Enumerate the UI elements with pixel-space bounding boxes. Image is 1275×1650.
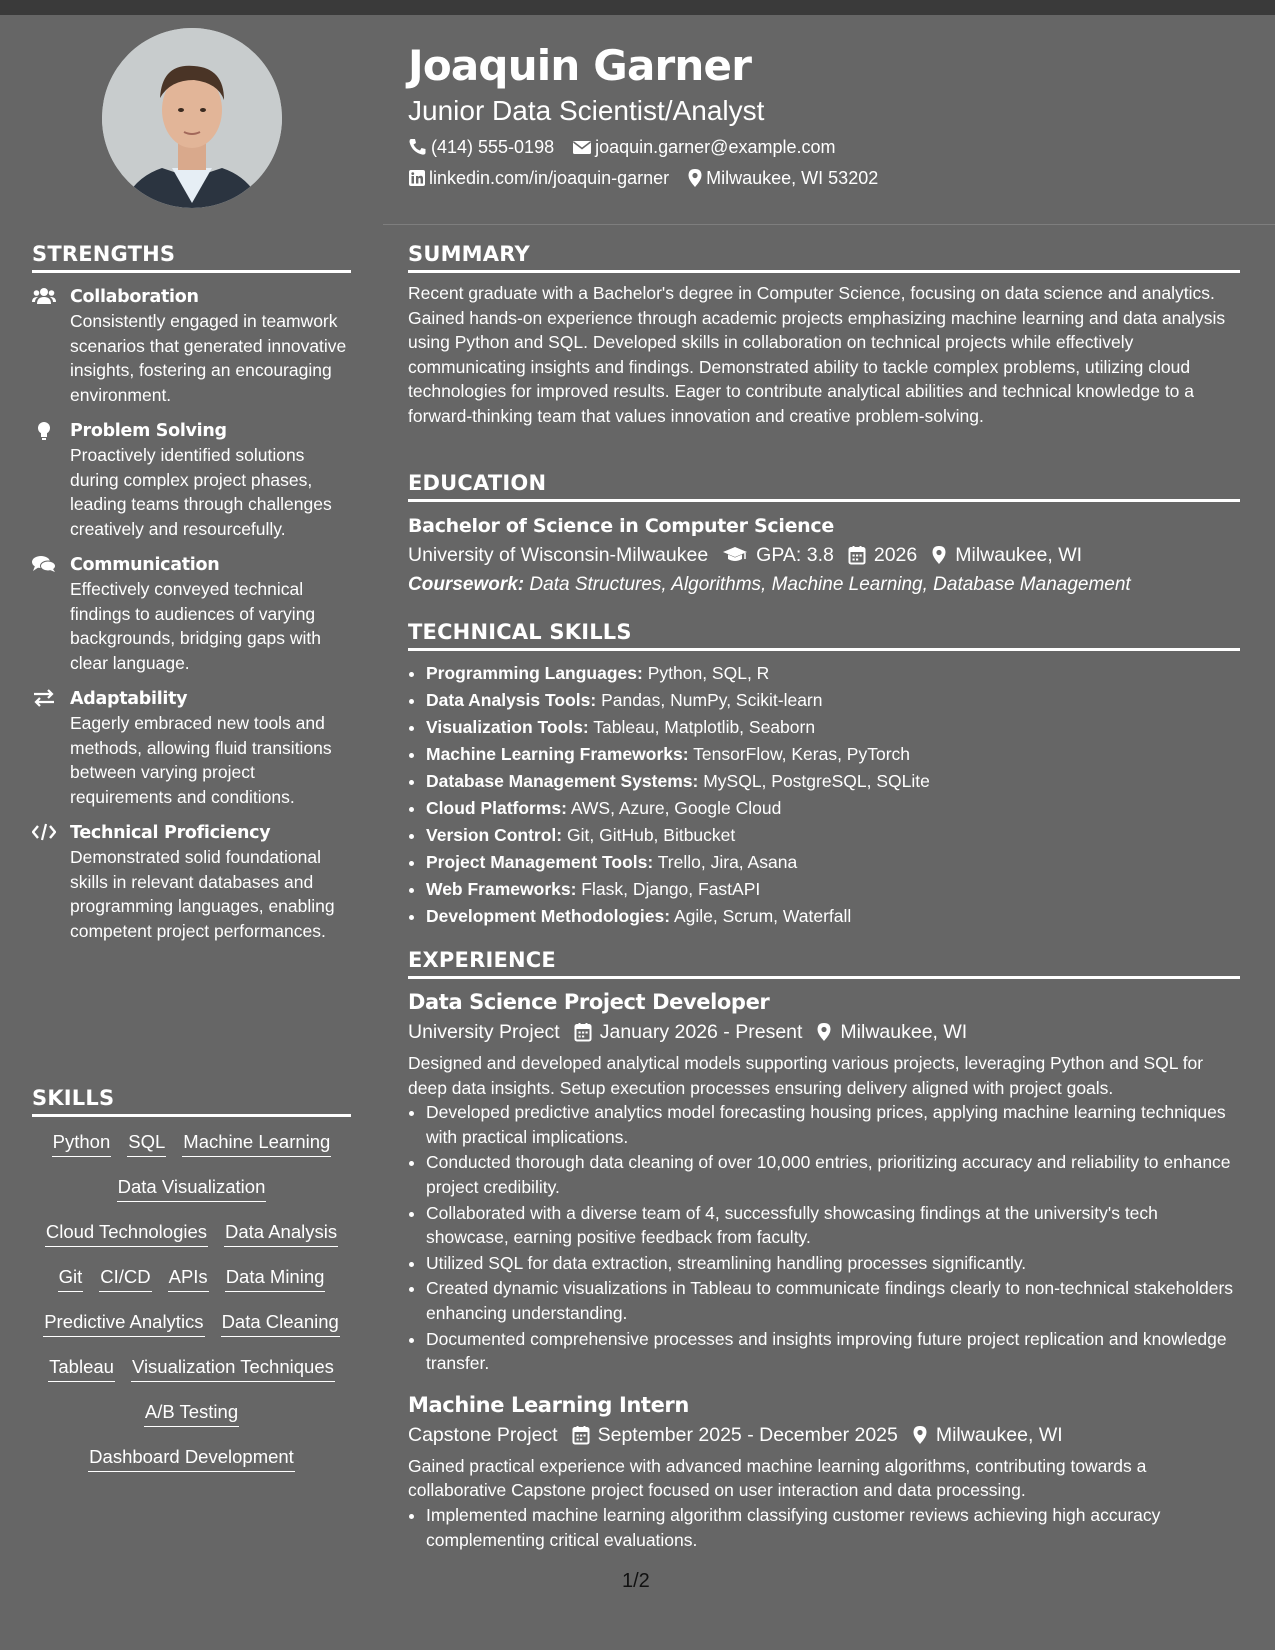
profile-photo (102, 28, 282, 208)
technical-skill-item (426, 903, 1240, 930)
job-location: Milwaukee, WI (816, 1017, 967, 1047)
technical-skill-value: AWS, Azure, Google Cloud (570, 798, 782, 818)
technical-skill-label: Data Analysis Tools: (426, 690, 597, 710)
strength-name: Adaptability (70, 689, 188, 709)
job-entry (408, 987, 1240, 1376)
coursework: Coursework: Data Structures, Algorithms, Machine Learning, Database Management (408, 574, 1131, 595)
technical-skills-title: TECHNICAL SKILLS (408, 620, 1240, 651)
skill-tag: A/B Testing (144, 1399, 239, 1427)
job-entry (408, 1390, 1240, 1552)
linkedin-text: linkedin.com/in/joaquin-garner (429, 168, 670, 188)
skill-row (32, 1354, 351, 1399)
top-bar (0, 0, 1275, 15)
header-divider (383, 224, 1275, 225)
skill-row (32, 1264, 351, 1309)
technical-skill-label: Cloud Platforms: (426, 798, 567, 818)
strengths-section (32, 242, 351, 943)
location-text: Milwaukee, WI 53202 (706, 168, 879, 188)
experience-list (408, 987, 1240, 1552)
job-description: Gained practical experience with advanced machine learning algorithms, contributing towards a collaborative Capstone project focused on user interaction and data processing. (408, 1455, 1147, 1501)
skill-tag: Predictive Analytics (43, 1309, 204, 1337)
skill-row (32, 1174, 351, 1219)
phone-contact (408, 135, 554, 159)
technical-skill-item (426, 741, 1240, 768)
lightbulb-icon (32, 419, 70, 541)
degree-title: Bachelor of Science in Computer Science (408, 515, 834, 537)
map-pin-icon (931, 545, 947, 565)
job-location: Milwaukee, WI (912, 1420, 1063, 1450)
job-bullet: • Developed predictive analytics model forecasting housing prices, applying machine learning techniques with practical implications. (426, 1100, 1240, 1149)
technical-skill-label: Project Management Tools: (426, 852, 654, 872)
graduation-cap-icon (722, 546, 748, 564)
exchange-icon (32, 687, 70, 809)
job-bullet: • Created dynamic visualizations in Tableau to communicate findings clearly to non-technical stakeholders enhancing understanding. (426, 1276, 1240, 1325)
skill-tag: Data Visualization (117, 1174, 267, 1202)
map-pin-icon (816, 1022, 832, 1042)
email-contact[interactable] (572, 135, 835, 159)
job-bullet: • Documented comprehensive processes and insights improving future project replication and knowledge transfer. (426, 1327, 1240, 1376)
envelope-icon (572, 139, 592, 155)
skill-tag: Dashboard Development (88, 1444, 295, 1472)
calendar-icon (848, 545, 866, 565)
technical-skill-value: Pandas, NumPy, Scikit-learn (601, 690, 823, 710)
strength-desc: Effectively conveyed technical findings to audiences of varying backgrounds, bridging gaps with clear language. (70, 579, 321, 673)
technical-skills-section (408, 620, 1240, 930)
phone-icon (408, 138, 428, 156)
summary-title: SUMMARY (408, 242, 1240, 273)
technical-skill-label: Database Management Systems: (426, 771, 699, 791)
job-dates: January 2026 - Present (574, 1017, 803, 1047)
skill-tag: Visualization Techniques (131, 1354, 335, 1382)
summary-section (408, 242, 1240, 429)
technical-skill-value: Python, SQL, R (647, 663, 770, 683)
experience-title: EXPERIENCE (408, 948, 1240, 979)
summary-text: Recent graduate with a Bachelor's degree in Computer Science, focusing on data science and analytics. Gained hands-on experience through academic projects emphasizing machine learning and data analysis using Python and SQL. Developed skills in collaboration on technical projects while effectively communicating insights and findings. Demonstrated ability to tackle complex problems, utilizing cloud technologies for improved results. Eager to contribute analytical abilities and technical knowledge to a forward-thinking team that values innovation and creative problem-solving. (408, 283, 1226, 426)
skill-tag: Data Mining (225, 1264, 326, 1292)
technical-skill-value: Agile, Scrum, Waterfall (673, 906, 852, 926)
technical-skill-label: Machine Learning Frameworks: (426, 744, 689, 764)
skill-tag: Tableau (48, 1354, 115, 1382)
candidate-role: Junior Data Scientist/Analyst (408, 95, 765, 126)
graduation-year: 2026 (848, 540, 917, 570)
education-section (408, 471, 1240, 600)
strength-name: Collaboration (70, 287, 199, 307)
skill-row (32, 1219, 351, 1264)
skills-section (32, 1086, 351, 1489)
school-location: Milwaukee, WI (931, 540, 1082, 570)
job-bullet: • Implemented machine learning algorithm classifying customer reviews achieving high accuracy complementing critical evaluations. (426, 1503, 1240, 1552)
job-description: Designed and developed analytical models supporting various projects, leveraging Python and SQL for deep data insights. Setup execution processes ensuring delivery aligned with project goals. (408, 1053, 1204, 1098)
comments-icon (32, 553, 70, 675)
technical-skill-label: Visualization Tools: (426, 717, 589, 737)
technical-skill-item (426, 876, 1240, 903)
experience-section (408, 948, 1240, 1553)
skill-tag: Machine Learning (182, 1129, 331, 1157)
job-bullet: • Utilized SQL for data extraction, streamlining handling processes significantly. (426, 1251, 1240, 1276)
technical-skill-item (426, 687, 1240, 714)
education-title: EDUCATION (408, 471, 1240, 502)
technical-skill-label: Programming Languages: (426, 663, 643, 683)
map-pin-icon (687, 168, 703, 188)
skill-row (32, 1399, 351, 1444)
skill-row (32, 1309, 351, 1354)
calendar-icon (572, 1425, 590, 1445)
strength-desc: Eagerly embraced new tools and methods, allowing fluid transitions between varying project requirements and conditions. (70, 713, 332, 807)
email-text: joaquin.garner@example.com (595, 137, 836, 157)
users-icon (32, 285, 70, 407)
technical-skill-value: Git, GitHub, Bitbucket (567, 825, 736, 845)
strength-item (32, 687, 351, 809)
skill-tag: Data Cleaning (221, 1309, 340, 1337)
technical-skill-value: Trello, Jira, Asana (657, 852, 798, 872)
technical-skill-item (426, 660, 1240, 687)
strength-desc: Proactively identified solutions during complex project phases, leading teams through challenges creatively and resourcefully. (70, 445, 332, 539)
skill-row (32, 1129, 351, 1174)
skill-row (32, 1444, 351, 1489)
strength-name: Communication (70, 555, 220, 575)
job-bullet: • Collaborated with a diverse team of 4, successfully showcasing findings at the university's tech showcase, earning positive feedback from faculty. (426, 1201, 1240, 1250)
skill-tag: SQL (127, 1129, 166, 1157)
job-org: University Project (408, 1021, 560, 1043)
skill-tag: Cloud Technologies (45, 1219, 208, 1247)
strength-name: Technical Proficiency (70, 823, 271, 843)
strength-item (32, 821, 351, 943)
strength-item (32, 285, 351, 407)
technical-skill-label: Web Frameworks: (426, 879, 577, 899)
technical-skill-label: Version Control: (426, 825, 563, 845)
skill-tag: Python (52, 1129, 112, 1157)
job-bullets (408, 1100, 1240, 1376)
job-org: Capstone Project (408, 1423, 558, 1446)
skill-tag: CI/CD (99, 1264, 151, 1292)
map-pin-icon (912, 1425, 928, 1445)
skills-title: SKILLS (32, 1086, 351, 1117)
strengths-title: STRENGTHS (32, 242, 351, 273)
location-contact (687, 166, 878, 190)
strength-desc: Consistently engaged in teamwork scenarios that generated innovative insights, fostering an encouraging environment. (70, 311, 347, 405)
technical-skill-value: Tableau, Matplotlib, Seaborn (593, 717, 816, 737)
technical-skill-item (426, 849, 1240, 876)
strength-desc: Demonstrated solid foundational skills in relevant databases and programming languages, enabling competent project performances. (70, 847, 335, 941)
candidate-name: Joaquin Garner (408, 41, 752, 90)
job-bullets (408, 1503, 1240, 1552)
code-icon (32, 821, 70, 943)
calendar-icon (574, 1022, 592, 1042)
skill-tag: APIs (168, 1264, 209, 1292)
strength-item (32, 553, 351, 675)
strength-item (32, 419, 351, 541)
technical-skill-item (426, 714, 1240, 741)
technical-skill-item (426, 822, 1240, 849)
technical-skill-value: TensorFlow, Keras, PyTorch (693, 744, 911, 764)
job-title: Data Science Project Developer (408, 990, 770, 1014)
school-name: University of Wisconsin-Milwaukee (408, 544, 709, 566)
job-bullet: • Conducted thorough data cleaning of over 10,000 entries, prioritizing accuracy and reliability to enhance project credibility. (426, 1150, 1240, 1199)
strength-name: Problem Solving (70, 421, 227, 441)
technical-skill-item (426, 768, 1240, 795)
technical-skills-list (408, 660, 1240, 930)
phone-text: (414) 555-0198 (431, 137, 555, 157)
linkedin-icon (408, 169, 426, 187)
technical-skill-value: Flask, Django, FastAPI (581, 879, 761, 899)
job-title: Machine Learning Intern (408, 1392, 689, 1417)
technical-skill-item (426, 795, 1240, 822)
technical-skill-value: MySQL, PostgreSQL, SQLite (703, 771, 930, 791)
linkedin-contact[interactable] (408, 166, 669, 190)
technical-skill-label: Development Methodologies: (426, 906, 671, 926)
gpa: GPA: 3.8 (722, 540, 834, 570)
skills-list (32, 1129, 351, 1489)
job-dates: September 2025 - December 2025 (572, 1420, 898, 1450)
skill-tag: Git (58, 1264, 84, 1292)
resume-header (408, 38, 1238, 190)
skill-tag: Data Analysis (224, 1219, 338, 1247)
page-number: 1/2 (622, 1570, 650, 1592)
